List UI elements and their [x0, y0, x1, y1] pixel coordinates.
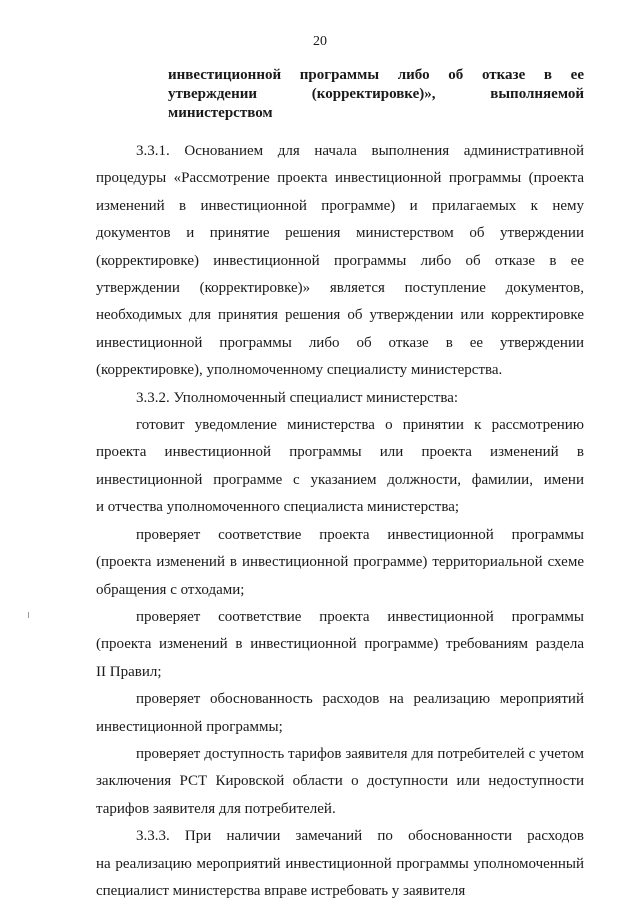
text-line: необходимых для принятия решения об утверждении или корректировке [96, 307, 584, 324]
text-line: 3.3.2. Уполномоченный специалист министерства: [136, 389, 459, 406]
text-line: (корректировке), уполномоченному специалисту министерства. [96, 362, 503, 379]
text-line: изменений в инвестиционной программе) и прилагаемых к нему [96, 197, 584, 214]
paragraph [96, 385, 584, 412]
text-line: процедуры «Рассмотрение проекта инвестиционной программы (проекта [96, 170, 584, 187]
text-line: инвестиционной программы; [96, 718, 283, 735]
text-line: специалист министерства вправе истребовать у заявителя [96, 882, 466, 899]
paragraph [96, 686, 584, 741]
text-line: заключения РСТ Кировской области о доступности или недоступности [96, 773, 584, 790]
text-line: II Правил; [96, 663, 162, 680]
text-line: документов и принятие решения министерством об утверждении [96, 225, 584, 242]
text-line: обращения с отходами; [96, 581, 245, 598]
text-line: на реализацию мероприятий инвестиционной программы уполномоченный [96, 855, 584, 872]
text-line: инвестиционной программе с указанием должности, фамилии, имени [96, 471, 584, 488]
text-line: инвестиционной программы либо об отказе в ее утверждении [96, 334, 584, 351]
section-heading [168, 66, 584, 123]
text-line: и отчества уполномоченного специалиста министерства; [96, 499, 460, 516]
heading-line: министерством [168, 105, 273, 121]
text-line: 3.3.1. Основанием для начала выполнения административной [136, 143, 584, 159]
text-line: проверяет доступность тарифов заявителя для потребителей с учетом [136, 745, 584, 762]
heading-line: утверждении (корректировке)», выполняемой [168, 86, 584, 102]
text-line: проверяет соответствие проекта инвестиционной программы [136, 526, 584, 543]
text-line: утверждении (корректировке)» является поступление документов, [96, 280, 584, 297]
heading-line: инвестиционной программы либо об отказе в ее [168, 67, 584, 83]
paragraph [96, 741, 584, 823]
paragraph [96, 522, 584, 604]
paragraph [96, 604, 584, 686]
text-line: готовит уведомление министерства о принятии к рассмотрению [136, 417, 584, 434]
text-line: (проекта изменений в инвестиционной программе) территориальной схеме [96, 554, 584, 571]
page-number: 20 [313, 34, 327, 49]
text-line: проекта инвестиционной программы или проекта изменений в [96, 444, 584, 461]
text-line: проверяет соответствие проекта инвестиционной программы [136, 608, 584, 625]
paragraph [96, 412, 584, 522]
margin-mark [28, 612, 29, 618]
text-line: тарифов заявителя для потребителей. [96, 800, 336, 817]
document-body [96, 138, 584, 905]
text-line: 3.3.3. При наличии замечаний по обоснованности расходов [136, 828, 584, 845]
text-line: проверяет обоснованность расходов на реализацию мероприятий [136, 691, 584, 708]
paragraph [96, 823, 584, 905]
text-line: (корректировке) инвестиционной программы либо об отказе в ее [96, 252, 584, 269]
text-line: (проекта изменений в инвестиционной программе) требованиям раздела [96, 636, 584, 653]
paragraph [96, 138, 584, 385]
